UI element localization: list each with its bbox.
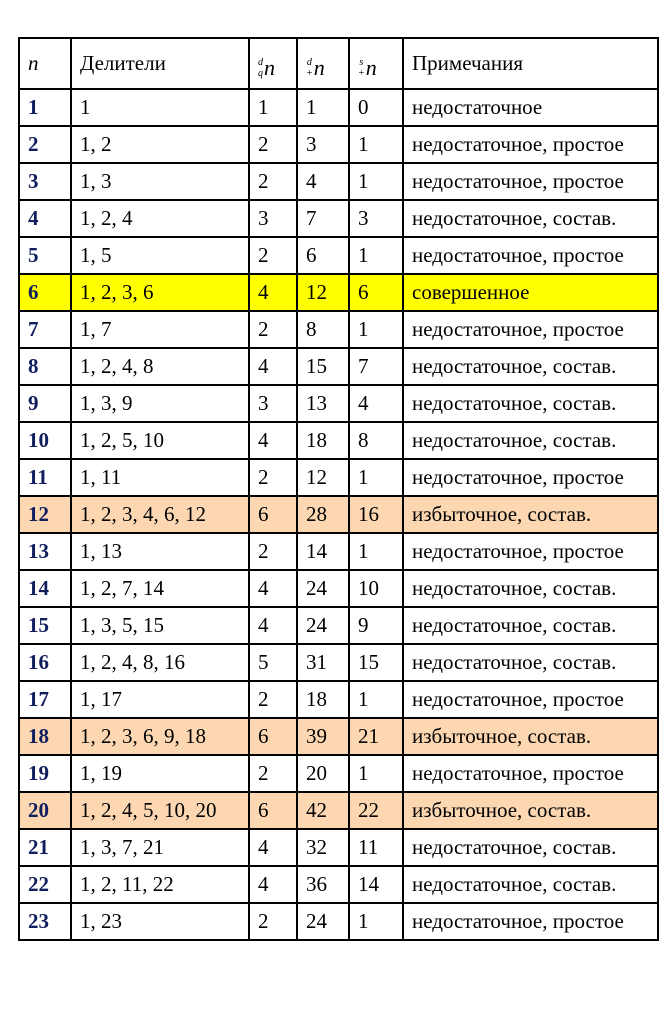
cell-aliquot-sum: 22 [349,792,403,829]
cell-divisor-sum: 31 [297,644,349,681]
cell-divisor-sum: 1 [297,89,349,126]
cell-note: недостаточное, простое [403,533,658,570]
cell-aliquot-sum: 21 [349,718,403,755]
cell-divisors: 1, 2 [71,126,249,163]
table-row [19,496,658,533]
cell-divisor-sum: 12 [297,274,349,311]
table-row [19,681,658,718]
cell-n: 20 [19,792,71,829]
cell-divisors: 1, 2, 4, 8, 16 [71,644,249,681]
cell-divisor-sum: 12 [297,459,349,496]
table-row [19,755,658,792]
table-row [19,866,658,903]
cell-n: 14 [19,570,71,607]
cell-divisors: 1, 3, 5, 15 [71,607,249,644]
divisor-count-sup: d [258,57,263,68]
cell-n: 12 [19,496,71,533]
table-row [19,348,658,385]
cell-aliquot-sum: 15 [349,644,403,681]
cell-divisors: 1, 2, 3, 4, 6, 12 [71,496,249,533]
table-row [19,385,658,422]
cell-note: недостаточное, простое [403,163,658,200]
cell-divisors: 1, 17 [71,681,249,718]
cell-divisor-sum: 3 [297,126,349,163]
cell-divisor-sum: 24 [297,570,349,607]
cell-divisor-count: 3 [249,385,297,422]
cell-divisors: 1 [71,89,249,126]
cell-aliquot-sum: 1 [349,163,403,200]
cell-n: 8 [19,348,71,385]
cell-divisor-sum: 6 [297,237,349,274]
cell-divisor-count: 4 [249,422,297,459]
cell-note: недостаточное, состав. [403,644,658,681]
cell-divisor-count: 5 [249,644,297,681]
cell-divisor-sum: 8 [297,311,349,348]
cell-divisor-sum: 28 [297,496,349,533]
cell-note: недостаточное, простое [403,903,658,940]
cell-aliquot-sum: 1 [349,903,403,940]
header-notes: Примечания [403,38,658,89]
cell-divisors: 1, 19 [71,755,249,792]
cell-divisor-count: 4 [249,607,297,644]
table-header [19,38,658,89]
table-row [19,533,658,570]
cell-aliquot-sum: 1 [349,311,403,348]
cell-aliquot-sum: 1 [349,533,403,570]
cell-note: недостаточное, состав. [403,422,658,459]
cell-note: недостаточное, простое [403,237,658,274]
cell-divisor-sum: 42 [297,792,349,829]
cell-n: 7 [19,311,71,348]
cell-n: 19 [19,755,71,792]
cell-divisor-count: 4 [249,866,297,903]
cell-n: 13 [19,533,71,570]
cell-note: недостаточное, простое [403,755,658,792]
cell-note: недостаточное, состав. [403,829,658,866]
cell-note: избыточное, состав. [403,792,658,829]
cell-divisor-count: 6 [249,496,297,533]
table-row [19,459,658,496]
cell-aliquot-sum: 16 [349,496,403,533]
divisor-sum-sup: d [306,57,312,68]
cell-n: 17 [19,681,71,718]
cell-note: недостаточное, простое [403,681,658,718]
table-row [19,237,658,274]
cell-divisor-sum: 18 [297,681,349,718]
cell-n: 23 [19,903,71,940]
cell-divisors: 1, 23 [71,903,249,940]
divisors-table [18,37,659,941]
cell-note: совершенное [403,274,658,311]
cell-divisor-count: 2 [249,755,297,792]
cell-divisors: 1, 2, 11, 22 [71,866,249,903]
cell-divisor-count: 6 [249,718,297,755]
aliquot-sum-sup: s [359,57,364,68]
cell-n: 15 [19,607,71,644]
cell-divisor-sum: 24 [297,607,349,644]
table-row [19,607,658,644]
divisor-count-symbol [258,55,275,81]
cell-n: 1 [19,89,71,126]
table-row [19,311,658,348]
cell-divisors: 1, 2, 5, 10 [71,422,249,459]
aliquot-sum-sub: + [358,68,365,79]
cell-divisor-sum: 20 [297,755,349,792]
cell-divisor-count: 4 [249,274,297,311]
cell-note: недостаточное, состав. [403,607,658,644]
cell-divisor-count: 3 [249,200,297,237]
table-row [19,903,658,940]
cell-divisors: 1, 2, 4, 5, 10, 20 [71,792,249,829]
cell-divisors: 1, 2, 4 [71,200,249,237]
cell-aliquot-sum: 1 [349,126,403,163]
cell-divisors: 1, 3 [71,163,249,200]
cell-n: 11 [19,459,71,496]
table-row [19,718,658,755]
cell-divisor-sum: 36 [297,866,349,903]
cell-divisors: 1, 7 [71,311,249,348]
table-row [19,570,658,607]
cell-divisor-sum: 7 [297,200,349,237]
table-row [19,200,658,237]
cell-divisor-count: 2 [249,459,297,496]
cell-divisor-count: 2 [249,903,297,940]
cell-note: недостаточное, состав. [403,866,658,903]
cell-divisor-sum: 15 [297,348,349,385]
cell-divisors: 1, 11 [71,459,249,496]
cell-divisor-sum: 18 [297,422,349,459]
cell-n: 18 [19,718,71,755]
cell-divisor-sum: 4 [297,163,349,200]
cell-aliquot-sum: 1 [349,681,403,718]
cell-note: недостаточное, состав. [403,200,658,237]
cell-note: недостаточное, состав. [403,348,658,385]
divisor-sum-symbol [306,55,325,81]
cell-n: 5 [19,237,71,274]
cell-n: 10 [19,422,71,459]
cell-divisor-sum: 14 [297,533,349,570]
aliquot-sum-symbol [358,55,377,81]
cell-note: избыточное, состав. [403,718,658,755]
cell-divisor-count: 1 [249,89,297,126]
cell-divisor-count: 4 [249,570,297,607]
cell-aliquot-sum: 10 [349,570,403,607]
table-body [19,89,658,940]
table-row [19,792,658,829]
cell-aliquot-sum: 1 [349,459,403,496]
cell-divisors: 1, 3, 9 [71,385,249,422]
header-divisor-sum [297,38,349,89]
cell-n: 16 [19,644,71,681]
divisors-table-container [18,37,659,941]
cell-divisor-count: 2 [249,237,297,274]
cell-aliquot-sum: 11 [349,829,403,866]
cell-divisors: 1, 2, 7, 14 [71,570,249,607]
cell-note: недостаточное [403,89,658,126]
header-row [19,38,658,89]
cell-divisor-count: 2 [249,126,297,163]
divisor-count-sub: q [258,68,263,79]
cell-divisors: 1, 13 [71,533,249,570]
cell-n: 4 [19,200,71,237]
header-divisors: Делители [71,38,249,89]
cell-divisor-count: 2 [249,163,297,200]
table-row [19,126,658,163]
cell-divisors: 1, 2, 3, 6 [71,274,249,311]
table-row [19,829,658,866]
cell-divisors: 1, 2, 3, 6, 9, 18 [71,718,249,755]
cell-n: 3 [19,163,71,200]
cell-divisors: 1, 2, 4, 8 [71,348,249,385]
cell-note: недостаточное, простое [403,459,658,496]
cell-divisor-sum: 13 [297,385,349,422]
cell-aliquot-sum: 3 [349,200,403,237]
cell-n: 22 [19,866,71,903]
cell-divisor-count: 4 [249,829,297,866]
cell-divisor-count: 2 [249,533,297,570]
cell-aliquot-sum: 14 [349,866,403,903]
cell-aliquot-sum: 9 [349,607,403,644]
cell-aliquot-sum: 0 [349,89,403,126]
cell-aliquot-sum: 4 [349,385,403,422]
cell-aliquot-sum: 7 [349,348,403,385]
cell-aliquot-sum: 8 [349,422,403,459]
divisor-sum-sub: + [306,68,313,79]
header-divisor-count [249,38,297,89]
cell-aliquot-sum: 1 [349,237,403,274]
cell-note: избыточное, состав. [403,496,658,533]
cell-aliquot-sum: 1 [349,755,403,792]
cell-divisors: 1, 5 [71,237,249,274]
cell-note: недостаточное, простое [403,126,658,163]
cell-divisor-sum: 24 [297,903,349,940]
cell-n: 9 [19,385,71,422]
aliquot-sum-var: n [365,55,377,80]
table-row [19,163,658,200]
header-n: n [19,38,71,89]
cell-divisors: 1, 3, 7, 21 [71,829,249,866]
cell-aliquot-sum: 6 [349,274,403,311]
cell-n: 21 [19,829,71,866]
divisor-sum-var: n [313,55,325,80]
cell-n: 6 [19,274,71,311]
table-row [19,89,658,126]
divisor-count-var: n [264,55,275,80]
cell-note: недостаточное, состав. [403,385,658,422]
cell-note: недостаточное, простое [403,311,658,348]
cell-divisor-count: 2 [249,311,297,348]
table-row [19,644,658,681]
cell-n: 2 [19,126,71,163]
table-row [19,422,658,459]
cell-note: недостаточное, состав. [403,570,658,607]
cell-divisor-count: 2 [249,681,297,718]
cell-divisor-count: 4 [249,348,297,385]
table-row [19,274,658,311]
cell-divisor-sum: 32 [297,829,349,866]
cell-divisor-count: 6 [249,792,297,829]
cell-divisor-sum: 39 [297,718,349,755]
header-aliquot-sum [349,38,403,89]
